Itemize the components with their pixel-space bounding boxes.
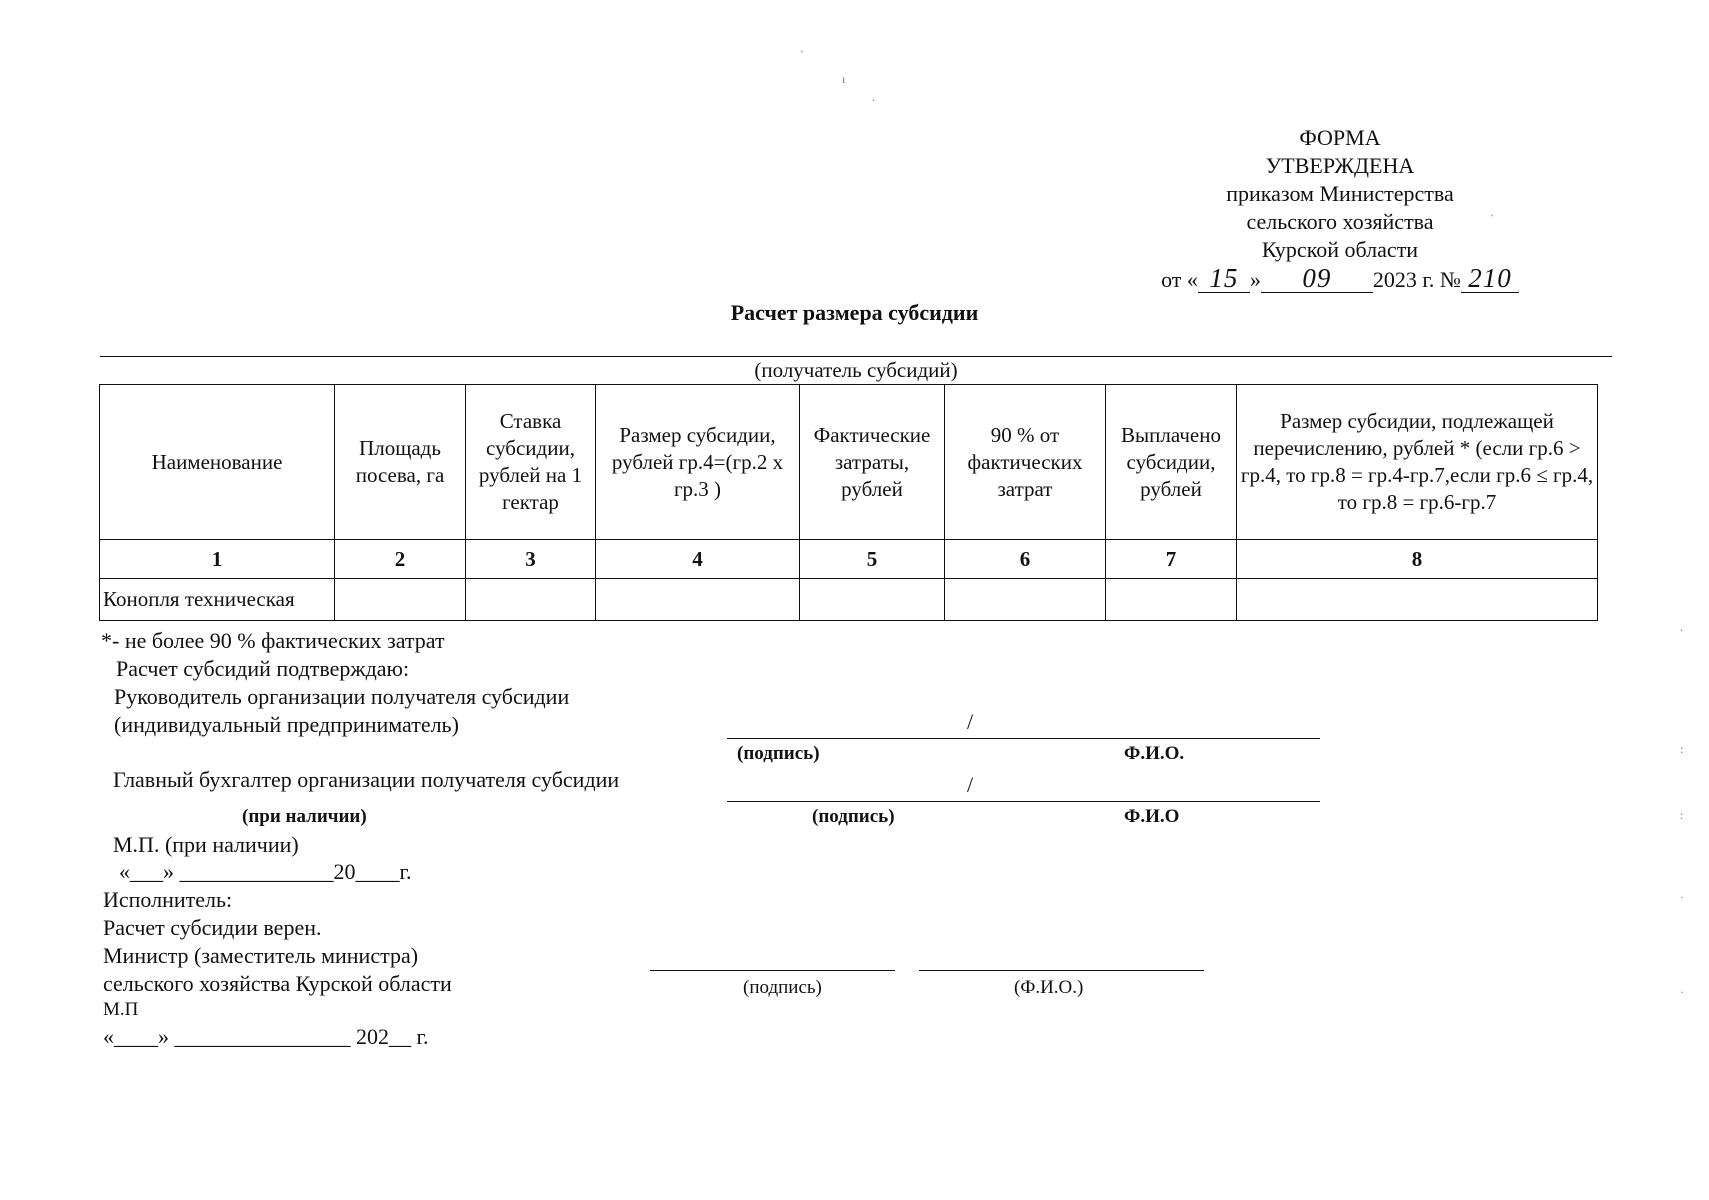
date-line: «___» ______________20____г. xyxy=(119,859,412,884)
approval-number-handwritten: 210 xyxy=(1461,264,1519,293)
table-cell xyxy=(335,579,466,621)
fio-caption: (Ф.И.О.) xyxy=(1014,977,1084,998)
approval-month-handwritten: 09 xyxy=(1261,264,1373,293)
confirm-label: Расчет субсидий подтверждаю: xyxy=(116,656,410,681)
head-signature-line xyxy=(727,738,1320,739)
fio-caption: Ф.И.О xyxy=(1124,806,1180,827)
approval-year-text: 2023 г. № xyxy=(1372,267,1461,292)
table-cell xyxy=(945,579,1106,621)
minister-fio-line xyxy=(919,970,1204,971)
fio-caption: Ф.И.О. xyxy=(1124,743,1185,764)
approval-date-prefix: от « xyxy=(1161,267,1198,292)
column-number: 1 xyxy=(100,540,335,579)
scan-speck: : xyxy=(1680,742,1684,756)
approval-region-label: Курской области xyxy=(1261,237,1419,262)
header-to-transfer: Размер субсидии, подлежащей перечислению, рублей * (если гр.6 > гр.4, то гр.8 = гр.4-гр.7,если гр.6 ≤ гр.4, то гр.8 = гр.6-гр.7 xyxy=(1237,385,1598,540)
individual-entrepreneur-label: (индивидуальный предприниматель) xyxy=(114,712,459,737)
header-rate: Ставка субсидии, рублей на 1 гектар xyxy=(466,385,596,540)
header-paid: Выплачено субсидии, рублей xyxy=(1106,385,1237,540)
subsidy-table xyxy=(99,384,1598,621)
executor-label: Исполнитель: xyxy=(103,887,233,912)
table-row xyxy=(100,579,1598,621)
minister-label: Министр (заместитель министра) xyxy=(103,943,419,968)
approval-order-label: приказом Министерства xyxy=(1226,181,1454,206)
column-number: 8 xyxy=(1237,540,1598,579)
recipient-caption: (получатель субсидий) xyxy=(754,358,958,382)
scan-speck: . xyxy=(872,90,875,104)
header-subsidy-size: Размер субсидии, рублей гр.4=(гр.2 х гр.3 ) xyxy=(596,385,800,540)
table-header-row xyxy=(100,385,1598,540)
table-cell xyxy=(1237,579,1598,621)
signature-slash: / xyxy=(967,709,974,734)
scan-speck: · xyxy=(1680,890,1684,904)
chief-accountant-label: Главный бухгалтер организации получателя субсидии xyxy=(113,767,620,792)
signature-caption: (подпись) xyxy=(812,806,895,827)
table-cell xyxy=(1106,579,1237,621)
table-column-numbers-row xyxy=(100,540,1598,579)
table-cell-name: Конопля техническая xyxy=(100,579,335,621)
approval-block xyxy=(1140,124,1540,294)
header-actual-costs: Фактические затраты, рублей xyxy=(800,385,945,540)
column-number: 7 xyxy=(1106,540,1237,579)
table-cell xyxy=(800,579,945,621)
minister-signature-line xyxy=(650,970,895,971)
recipient-fill-line xyxy=(100,356,1612,357)
table-cell xyxy=(596,579,800,621)
approval-form-label: ФОРМА xyxy=(1299,125,1381,150)
approval-day-handwritten: 15 xyxy=(1198,264,1250,293)
approval-ministry-label: сельского хозяйства xyxy=(1246,209,1434,234)
approval-date-line xyxy=(1140,264,1540,294)
signature-caption: (подпись) xyxy=(737,743,820,764)
column-number: 3 xyxy=(466,540,596,579)
stamp-label: М.П. (при наличии) xyxy=(113,832,299,857)
if-any-caption: (при наличии) xyxy=(242,806,367,827)
column-number: 4 xyxy=(596,540,800,579)
signature-caption: (подпись) xyxy=(743,977,822,998)
scan-speck: . xyxy=(1680,620,1683,634)
scan-speck: · xyxy=(1680,985,1684,999)
footnote: *- не более 90 % фактических затрат xyxy=(101,628,445,653)
document-title: Расчет размера субсидии xyxy=(730,300,979,325)
signature-slash: / xyxy=(967,772,974,797)
stamp-label: М.П xyxy=(103,999,139,1020)
header-90-percent: 90 % от фактических затрат xyxy=(945,385,1106,540)
calculation-correct-label: Расчет субсидии верен. xyxy=(103,915,322,940)
column-number: 6 xyxy=(945,540,1106,579)
column-number: 5 xyxy=(800,540,945,579)
table-cell xyxy=(466,579,596,621)
header-name: Наименование xyxy=(100,385,335,540)
scan-speck: ı xyxy=(842,72,846,86)
ministry-region-label: сельского хозяйства Курской области xyxy=(103,971,452,996)
date-line: «____» ________________ 202__ г. xyxy=(103,1024,429,1049)
scan-speck: : xyxy=(1680,808,1684,822)
header-area: Площадь посева, га xyxy=(335,385,466,540)
scan-speck: ˋ xyxy=(1490,212,1494,226)
column-number: 2 xyxy=(335,540,466,579)
scan-speck: ˋ xyxy=(800,48,804,62)
approval-quote-close: » xyxy=(1249,267,1261,292)
accountant-signature-line xyxy=(727,801,1320,802)
head-of-organization-label: Руководитель организации получателя субсидии xyxy=(114,684,570,709)
approval-approved-label: УТВЕРЖДЕНА xyxy=(1265,153,1415,178)
